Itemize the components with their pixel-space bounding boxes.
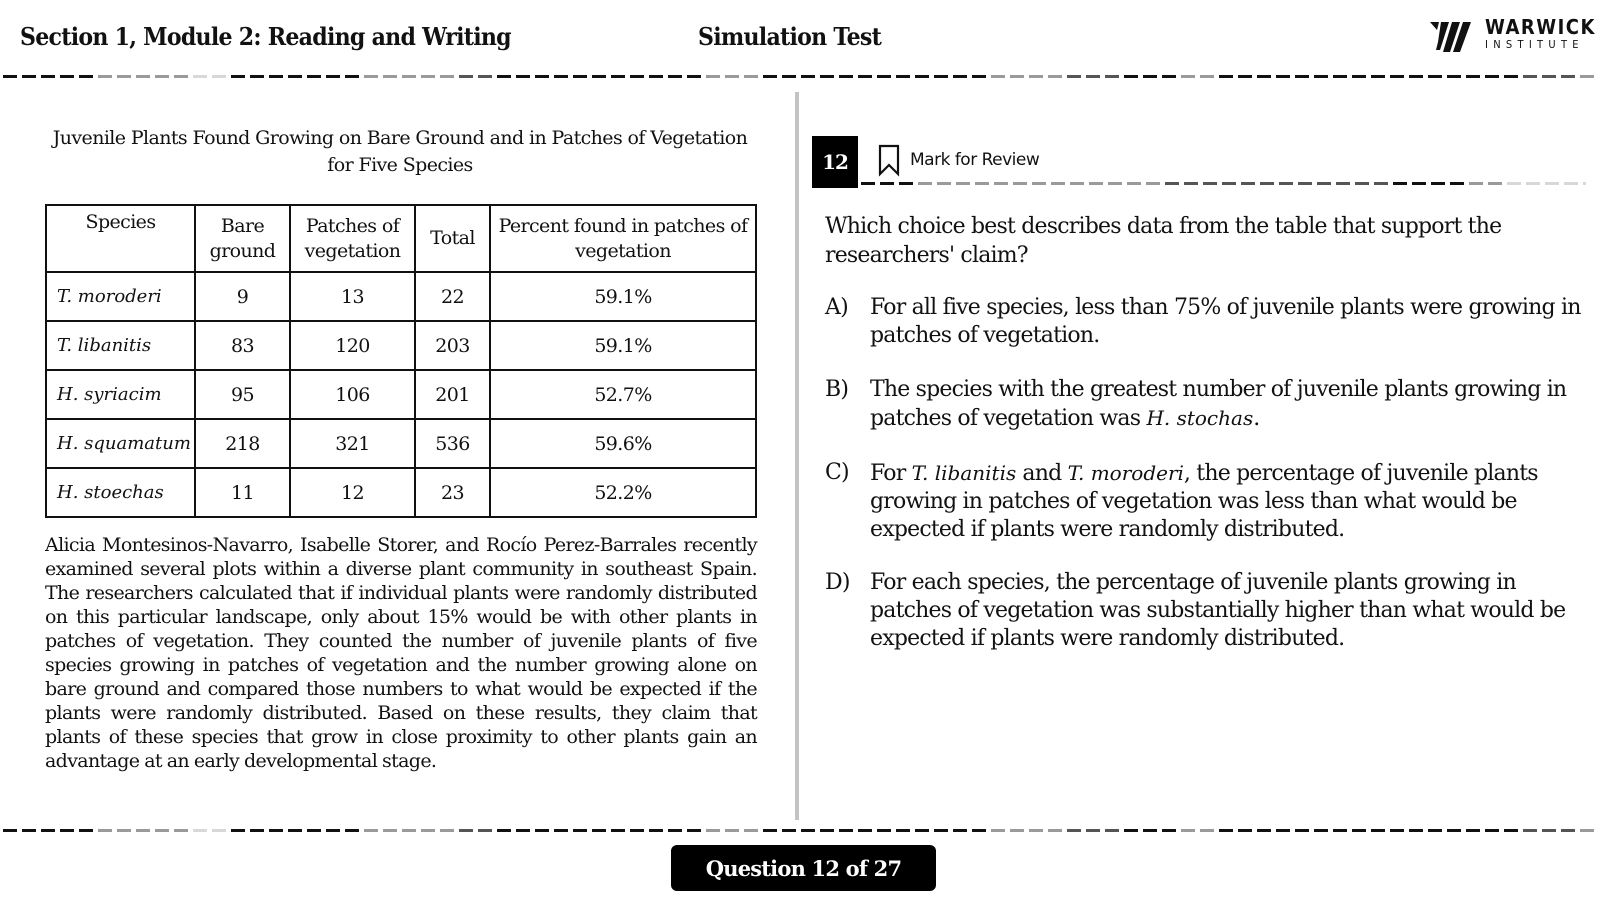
answer-choice-d[interactable] — [825, 569, 1590, 653]
choice-text — [870, 376, 1590, 433]
divider-dash — [975, 182, 989, 185]
divider-dash — [706, 75, 720, 78]
divider-dash — [1526, 182, 1540, 185]
cell-percent: 59.1% — [490, 321, 756, 370]
divider-dash — [60, 829, 74, 832]
choice-text: For each species, the percentage of juvenile plants growing in patches of vegetation was substantially higher than what would be expected if plants were randomly distributed. — [870, 570, 1566, 651]
divider-dash — [1260, 182, 1274, 185]
header-divider — [3, 75, 1597, 79]
divider-dash — [174, 75, 188, 78]
divider-dash — [1412, 182, 1426, 185]
divider-dash — [1485, 75, 1499, 78]
divider-dash — [1181, 75, 1195, 78]
table-caption: Juvenile Plants Found Growing on Bare Ground and in Patches of Vegetation for Five Species — [52, 127, 748, 176]
section-title: Section 1, Module 2: Reading and Writing — [20, 22, 511, 51]
divider-dash — [1561, 75, 1575, 78]
cell-species: H. syriacim — [46, 370, 195, 419]
divider-dash — [554, 75, 568, 78]
cell-total: 23 — [415, 468, 490, 517]
divider-dash — [1583, 182, 1586, 185]
divider-dash — [41, 75, 55, 78]
divider-dash — [478, 75, 492, 78]
divider-dash — [592, 829, 606, 832]
cell-species: H. stoechas — [46, 468, 195, 517]
divider-dash — [573, 75, 587, 78]
choice-text-part: For — [870, 461, 912, 486]
divider-dash — [763, 829, 777, 832]
cell-species: T. libanitis — [46, 321, 195, 370]
divider-dash — [1580, 829, 1594, 832]
divider-dash — [326, 829, 340, 832]
divider-dash — [953, 75, 967, 78]
divider-dash — [611, 75, 625, 78]
divider-dash — [991, 75, 1005, 78]
divider-dash — [839, 75, 853, 78]
divider-dash — [174, 829, 188, 832]
divider-dash — [706, 829, 720, 832]
divider-dash — [782, 829, 796, 832]
divider-dash — [1469, 182, 1483, 185]
divider-dash — [573, 829, 587, 832]
divider-dash — [288, 75, 302, 78]
divider-dash — [1507, 182, 1521, 185]
divider-dash — [1333, 829, 1347, 832]
divider-dash — [3, 829, 17, 832]
cell-total: 22 — [415, 272, 490, 321]
answer-choice-c[interactable] — [825, 459, 1590, 544]
divider-dash — [1523, 829, 1537, 832]
divider-dash — [1124, 75, 1138, 78]
cell-percent: 59.1% — [490, 272, 756, 321]
divider-dash — [1447, 75, 1461, 78]
question-number-badge: 12 — [812, 136, 858, 188]
divider-dash — [98, 829, 112, 832]
divider-dash — [421, 75, 435, 78]
divider-dash — [1352, 75, 1366, 78]
divider-dash — [516, 829, 530, 832]
divider-dash — [79, 829, 93, 832]
divider-dash — [516, 75, 530, 78]
divider-dash — [231, 75, 245, 78]
divider-dash — [1048, 75, 1062, 78]
divider-dash — [1276, 829, 1290, 832]
divider-dash — [1013, 182, 1027, 185]
divider-dash — [535, 829, 549, 832]
divider-dash — [1184, 182, 1198, 185]
divider-dash — [79, 75, 93, 78]
divider-dash — [1086, 829, 1100, 832]
divider-dash — [554, 829, 568, 832]
choice-letter: C) — [825, 460, 849, 485]
cell-bare-ground: 11 — [195, 468, 290, 517]
choice-text — [870, 459, 1590, 544]
divider-dash — [991, 829, 1005, 832]
divider-dash — [136, 75, 150, 78]
divider-dash — [896, 829, 910, 832]
divider-dash — [1200, 829, 1214, 832]
divider-dash — [402, 75, 416, 78]
divider-dash — [307, 75, 321, 78]
divider-dash — [592, 75, 606, 78]
divider-dash — [1355, 182, 1369, 185]
choice-letter: D) — [825, 570, 850, 595]
divider-dash — [364, 829, 378, 832]
divider-dash — [1466, 829, 1480, 832]
divider-dash — [535, 75, 549, 78]
data-table — [45, 204, 757, 518]
divider-dash — [1067, 75, 1081, 78]
divider-dash — [1032, 182, 1046, 185]
divider-dash — [1390, 75, 1404, 78]
warwick-institute-logo — [1430, 15, 1596, 56]
divider-dash — [994, 182, 1008, 185]
divider-dash — [1523, 75, 1537, 78]
divider-dash — [1371, 829, 1385, 832]
choice-text-part: . — [1253, 406, 1260, 431]
choice-text-part: , the percentage of juvenile plants growing in patches of vegetation was less than what would be expected if plants were randomly distributed. — [870, 461, 1538, 542]
divider-dash — [725, 75, 739, 78]
divider-dash — [1200, 75, 1214, 78]
divider-dash — [1409, 75, 1423, 78]
cell-patches: 321 — [290, 419, 415, 468]
divider-dash — [1105, 829, 1119, 832]
divider-dash — [383, 75, 397, 78]
divider-dash — [1314, 75, 1328, 78]
choice-text-part: The species with the greatest number of juvenile plants growing in patches of vegetation was — [870, 377, 1567, 431]
cell-total: 201 — [415, 370, 490, 419]
divider-dash — [231, 829, 245, 832]
divider-dash — [1295, 75, 1309, 78]
choice-text-part: and — [1016, 461, 1068, 486]
divider-dash — [896, 75, 910, 78]
divider-dash — [1105, 75, 1119, 78]
divider-dash — [421, 829, 435, 832]
divider-dash — [937, 182, 951, 185]
divider-dash — [782, 75, 796, 78]
answer-choice-b[interactable] — [825, 376, 1590, 433]
divider-dash — [1238, 75, 1252, 78]
cell-species: H. squamatum — [46, 419, 195, 468]
divider-dash — [934, 75, 948, 78]
divider-dash — [801, 829, 815, 832]
divider-dash — [649, 829, 663, 832]
cell-percent: 52.2% — [490, 468, 756, 517]
divider-dash — [611, 829, 625, 832]
mark-for-review-toggle[interactable] — [876, 143, 1039, 177]
divider-dash — [1542, 75, 1556, 78]
divider-dash — [956, 182, 970, 185]
divider-dash — [440, 75, 454, 78]
divider-dash — [1067, 829, 1081, 832]
species-name: T. libanitis — [911, 461, 1017, 485]
divider-dash — [1029, 75, 1043, 78]
divider-dash — [953, 829, 967, 832]
divider-dash — [402, 829, 416, 832]
cell-bare-ground: 9 — [195, 272, 290, 321]
answer-choice-a[interactable] — [825, 294, 1590, 350]
cell-patches: 12 — [290, 468, 415, 517]
divider-dash — [1127, 182, 1141, 185]
column-header-bare-ground: Bare ground — [195, 205, 290, 272]
divider-dash — [1029, 829, 1043, 832]
divider-dash — [1336, 182, 1350, 185]
divider-dash — [801, 75, 815, 78]
divider-dash — [1241, 182, 1255, 185]
divider-dash — [1124, 829, 1138, 832]
divider-dash — [1371, 75, 1385, 78]
choice-letter: A) — [825, 295, 848, 320]
divider-dash — [155, 75, 169, 78]
divider-dash — [1431, 182, 1445, 185]
choice-text: For all five species, less than 75% of juvenile plants were growing in patches of vegetation. — [870, 295, 1581, 348]
divider-dash — [630, 75, 644, 78]
divider-dash — [763, 75, 777, 78]
species-name: T. moroderi — [1067, 461, 1184, 485]
divider-dash — [250, 829, 264, 832]
divider-dash — [972, 829, 986, 832]
divider-dash — [915, 829, 929, 832]
logo-stripes-icon — [1430, 18, 1478, 54]
divider-dash — [820, 75, 834, 78]
footer-divider — [3, 829, 1597, 833]
divider-dash — [22, 75, 36, 78]
divider-dash — [1203, 182, 1217, 185]
divider-dash — [1048, 829, 1062, 832]
divider-dash — [345, 829, 359, 832]
table-row — [46, 468, 756, 517]
question-navigator-button[interactable]: Question 12 of 27 — [671, 845, 936, 891]
divider-dash — [478, 829, 492, 832]
divider-dash — [630, 829, 644, 832]
divider-dash — [136, 829, 150, 832]
question-header-divider — [861, 182, 1586, 186]
divider-dash — [1504, 75, 1518, 78]
divider-dash — [1086, 75, 1100, 78]
divider-dash — [497, 829, 511, 832]
divider-dash — [1257, 75, 1271, 78]
divider-dash — [1374, 182, 1388, 185]
species-name: H. stochas — [1146, 406, 1254, 430]
divider-dash — [1504, 829, 1518, 832]
divider-dash — [193, 75, 207, 78]
choice-letter: B) — [825, 377, 849, 402]
table-row — [46, 419, 756, 468]
divider-dash — [269, 829, 283, 832]
divider-dash — [459, 829, 473, 832]
divider-dash — [861, 182, 875, 185]
divider-dash — [1545, 182, 1559, 185]
divider-dash — [497, 75, 511, 78]
divider-dash — [1051, 182, 1065, 185]
divider-dash — [858, 829, 872, 832]
divider-dash — [820, 829, 834, 832]
divider-dash — [364, 75, 378, 78]
divider-dash — [1089, 182, 1103, 185]
divider-dash — [440, 829, 454, 832]
divider-dash — [1409, 829, 1423, 832]
divider-dash — [1390, 829, 1404, 832]
divider-dash — [1580, 75, 1594, 78]
divider-dash — [1317, 182, 1331, 185]
divider-dash — [1162, 829, 1176, 832]
divider-dash — [877, 75, 891, 78]
column-header-total: Total — [415, 205, 490, 272]
divider-dash — [1162, 75, 1176, 78]
divider-dash — [877, 829, 891, 832]
cell-patches: 13 — [290, 272, 415, 321]
divider-dash — [880, 182, 894, 185]
divider-dash — [1393, 182, 1407, 185]
divider-dash — [744, 75, 758, 78]
divider-dash — [1333, 75, 1347, 78]
divider-dash — [22, 829, 36, 832]
test-title: Simulation Test — [698, 22, 882, 51]
cell-species: T. moroderi — [46, 272, 195, 321]
divider-dash — [668, 75, 682, 78]
divider-dash — [1298, 182, 1312, 185]
divider-dash — [744, 829, 758, 832]
question-prompt: Which choice best describes data from the table that support the researchers' claim? — [825, 214, 1502, 268]
divider-dash — [1257, 829, 1271, 832]
divider-dash — [1010, 829, 1024, 832]
cell-bare-ground: 95 — [195, 370, 290, 419]
column-header-patches: Patches of vegetation — [290, 205, 415, 272]
divider-dash — [934, 829, 948, 832]
divider-dash — [915, 75, 929, 78]
divider-dash — [459, 75, 473, 78]
divider-dash — [1181, 829, 1195, 832]
divider-dash — [1542, 829, 1556, 832]
cell-patches: 120 — [290, 321, 415, 370]
divider-dash — [60, 75, 74, 78]
divider-dash — [1238, 829, 1252, 832]
divider-dash — [1219, 75, 1233, 78]
cell-total: 536 — [415, 419, 490, 468]
divider-dash — [858, 75, 872, 78]
divider-dash — [668, 829, 682, 832]
cell-patches: 106 — [290, 370, 415, 419]
divider-dash — [918, 182, 932, 185]
divider-dash — [687, 75, 701, 78]
bookmark-icon — [876, 143, 902, 177]
divider-dash — [98, 75, 112, 78]
divider-dash — [212, 829, 226, 832]
divider-dash — [3, 75, 17, 78]
passage-text: Alicia Montesinos-Navarro, Isabelle Storer, and Rocío Perez-Barrales recently examined several plots within a diverse plant community in southeast Spain. The researchers calculated that if individual plants were randomly distributed on this particular landscape, only about 15% would be with other plants in patches of vegetation. They counted the number of juvenile plants of five species growing in patches of vegetation and the number growing alone on bare ground and compared those numbers to what would be expected if the plants were randomly distributed. Based on these results, they claim that plants of these species that grow in close proximity to other plants gain an advantage at an early developmental stage. — [45, 534, 757, 772]
column-header-percent: Percent found in patches of vegetation — [490, 205, 756, 272]
table-row — [46, 370, 756, 419]
divider-dash — [1314, 829, 1328, 832]
cell-percent: 52.7% — [490, 370, 756, 419]
divider-dash — [1010, 75, 1024, 78]
divider-dash — [1222, 182, 1236, 185]
logo-word-warwick: WARWICK — [1485, 15, 1596, 39]
divider-dash — [155, 829, 169, 832]
table-row — [46, 272, 756, 321]
divider-dash — [1564, 182, 1578, 185]
divider-dash — [1488, 182, 1502, 185]
divider-dash — [1428, 75, 1442, 78]
divider-dash — [1428, 829, 1442, 832]
cell-total: 203 — [415, 321, 490, 370]
divider-dash — [1561, 829, 1575, 832]
cell-bare-ground: 218 — [195, 419, 290, 468]
divider-dash — [193, 829, 207, 832]
column-header-species: Species — [46, 205, 195, 272]
divider-dash — [1219, 829, 1233, 832]
divider-dash — [269, 75, 283, 78]
cell-bare-ground: 83 — [195, 321, 290, 370]
divider-dash — [1165, 182, 1179, 185]
divider-dash — [117, 829, 131, 832]
divider-dash — [649, 75, 663, 78]
divider-dash — [1466, 75, 1480, 78]
divider-dash — [1352, 829, 1366, 832]
divider-dash — [326, 75, 340, 78]
table-row — [46, 321, 756, 370]
logo-word-institute: INSTITUTE — [1485, 38, 1584, 51]
divider-dash — [839, 829, 853, 832]
divider-dash — [250, 75, 264, 78]
divider-dash — [1450, 182, 1464, 185]
mark-for-review-label: Mark for Review — [910, 150, 1040, 170]
divider-dash — [1279, 182, 1293, 185]
divider-dash — [899, 182, 913, 185]
pane-divider[interactable] — [795, 92, 799, 820]
divider-dash — [687, 829, 701, 832]
divider-dash — [212, 75, 226, 78]
divider-dash — [1143, 829, 1157, 832]
divider-dash — [41, 829, 55, 832]
cell-percent: 59.6% — [490, 419, 756, 468]
table-header-row — [46, 205, 756, 272]
divider-dash — [1276, 75, 1290, 78]
divider-dash — [1108, 182, 1122, 185]
divider-dash — [725, 829, 739, 832]
divider-dash — [1143, 75, 1157, 78]
divider-dash — [345, 75, 359, 78]
divider-dash — [1485, 829, 1499, 832]
divider-dash — [972, 75, 986, 78]
divider-dash — [288, 829, 302, 832]
divider-dash — [1447, 829, 1461, 832]
divider-dash — [1070, 182, 1084, 185]
divider-dash — [383, 829, 397, 832]
divider-dash — [117, 75, 131, 78]
divider-dash — [307, 829, 321, 832]
divider-dash — [1146, 182, 1160, 185]
divider-dash — [1295, 829, 1309, 832]
